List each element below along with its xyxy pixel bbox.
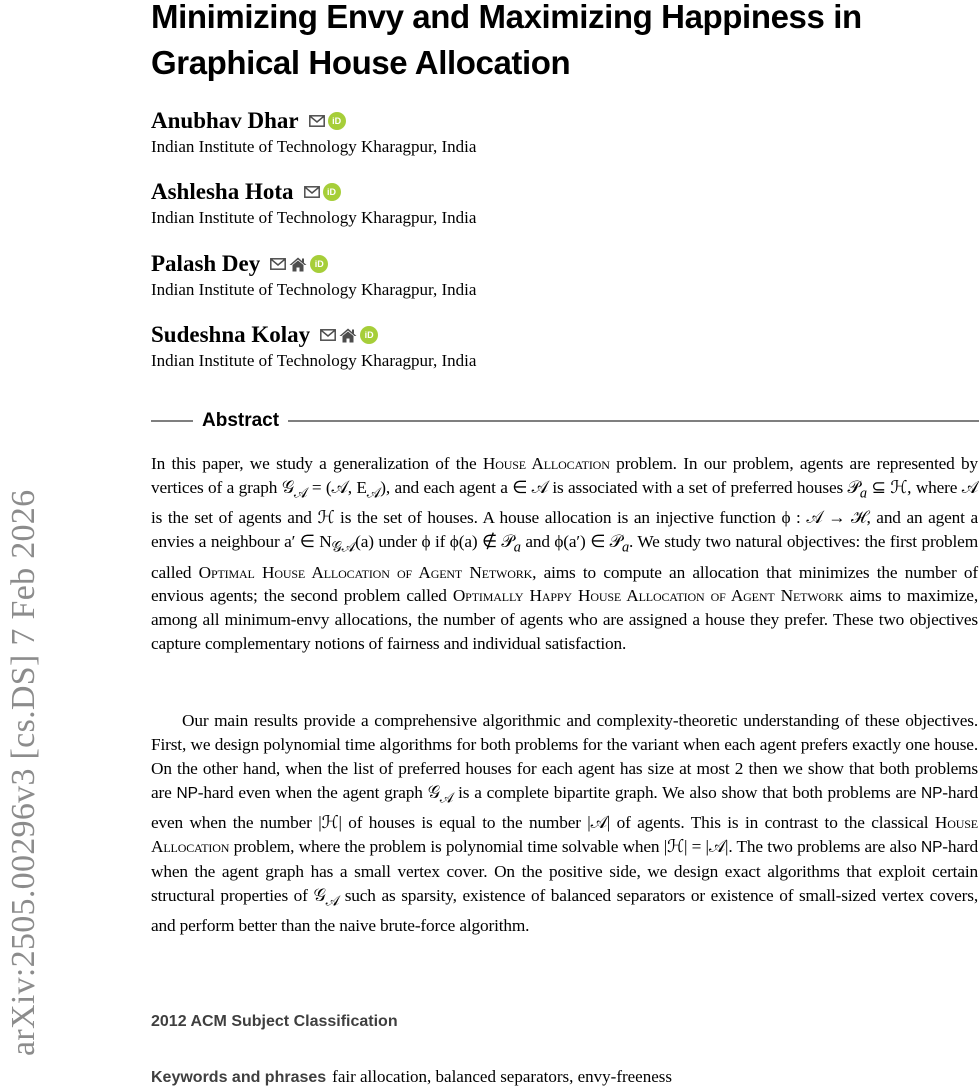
text: ⊆ ℋ, where 𝒜 is the set of agents and ℋ is the set of houses. A house allocation is an injective function ϕ : 𝒜 → ℋ, and an agent a envies a neighbour a′ ∈ N xyxy=(151,477,978,552)
text: problem. In our problem, agents are represented by vertices of a graph 𝒢 xyxy=(151,454,979,497)
math-subscript: 𝒜 xyxy=(293,485,308,502)
author-name: Anubhav Dhar xyxy=(151,108,299,133)
author-affiliation: Indian Institute of Technology Kharagpur, India xyxy=(151,351,477,370)
author-affiliation: Indian Institute of Technology Kharagpur, India xyxy=(151,208,477,227)
author-affiliation: Indian Institute of Technology Kharagpur, India xyxy=(151,280,477,299)
text: ), and each agent a ∈ 𝒜 is associated with a set of preferred houses 𝒫 xyxy=(380,477,860,497)
text: such as sparsity, existence of balanced separators or existence of small-sized vertex covers, and perform better than the naive brute-force algorithm. xyxy=(151,885,978,936)
author-affiliation: Indian Institute of Technology Kharagpur, India xyxy=(151,137,477,156)
abstract-heading-label: Abstract xyxy=(202,410,280,431)
math-subscript: a xyxy=(513,539,521,556)
orcid-icon[interactable]: iD xyxy=(328,112,346,130)
author-name: Sudeshna Kolay xyxy=(151,322,311,347)
complexity-class: NP xyxy=(921,838,943,856)
text: problem, where the problem is polynomial time solvable when |ℋ| = |𝒜|. The two problems are also xyxy=(229,836,922,856)
problem-name: Optimally Happy House Allocation of Agent Network xyxy=(452,586,844,606)
author-block xyxy=(151,179,476,229)
math-subscript: 𝒜 xyxy=(366,485,381,502)
complexity-class: NP xyxy=(921,784,943,802)
arxiv-identifier-stamp: arXiv:2505.00296v3 [cs.DS] 7 Feb 2026 xyxy=(5,489,42,1056)
keywords-label: Keywords and phrases xyxy=(151,1069,327,1086)
math-subscript: 𝒜 xyxy=(325,893,340,910)
abstract-heading xyxy=(151,409,979,433)
author-block xyxy=(151,108,476,158)
text: -hard when the agent graph has a small vertex cover. On the positive side, we design exact algorithms that exploit certain structural properties of 𝒢 xyxy=(151,836,978,905)
math-subscript: a xyxy=(621,539,629,556)
text: In this paper, we study a generalization of the xyxy=(151,454,483,473)
mail-icon[interactable] xyxy=(270,258,286,270)
text: . We study two natural objectives: the first problem called xyxy=(151,532,978,582)
author-block xyxy=(151,322,476,372)
acm-classification-label: 2012 ACM Subject Classification xyxy=(151,1013,398,1030)
abstract-paragraph-2 xyxy=(151,709,978,938)
problem-name: House Allocation xyxy=(482,454,610,473)
author-block xyxy=(151,251,476,301)
keywords xyxy=(151,1067,672,1087)
text: = (𝒜, E xyxy=(307,477,367,497)
text: -hard even when the number |ℋ| of houses is equal to the number |𝒜| of agents. This is in contrast to the classical xyxy=(151,782,978,833)
orcid-icon[interactable]: iD xyxy=(360,326,378,344)
home-icon[interactable] xyxy=(289,257,307,272)
abstract-paragraph-1 xyxy=(151,452,978,656)
mail-icon[interactable] xyxy=(309,115,325,127)
math-subscript: 𝒢𝒜 xyxy=(331,539,356,556)
problem-name: House Allocation xyxy=(151,813,978,856)
text: is a complete bipartite graph. We also show that both problems are xyxy=(453,782,922,802)
math-subscript: 𝒜 xyxy=(439,790,454,807)
divider xyxy=(151,420,193,422)
text: and ϕ(a′) ∈ 𝒫 xyxy=(520,532,622,552)
text: -hard even when the agent graph 𝒢 xyxy=(197,782,440,802)
divider xyxy=(288,420,979,422)
mail-icon[interactable] xyxy=(304,186,320,198)
complexity-class: NP xyxy=(176,784,198,802)
text: , aims to compute an allocation that minimizes the number of envious agents; the second problem called xyxy=(151,562,978,606)
text: (a) under ϕ if ϕ(a) ∉ 𝒫 xyxy=(355,532,514,552)
paper-title: Minimizing Envy and Maximizing Happiness in Graphical House Allocation xyxy=(151,0,862,81)
math-subscript: a xyxy=(859,485,867,502)
author-name: Ashlesha Hota xyxy=(151,179,294,204)
problem-name: Optimal House Allocation of Agent Network xyxy=(198,562,533,582)
text: aims to maximize, among all minimum-envy allocations, the number of agents who are assigned a house they prefer. These two objectives capture complementary notions of fairness and individual satisfaction. xyxy=(151,586,978,654)
keywords-value: fair allocation, balanced separators, envy-freeness xyxy=(332,1067,673,1086)
orcid-icon[interactable]: iD xyxy=(310,255,328,273)
text: Our main results provide a comprehensive algorithmic and complexity-theoretic understanding of these objectives. First, we design polynomial time algorithms for both problems for the variant when each agent prefers exactly one house. On the other hand, when the list of preferred houses for each agent has size at most 2 then we show that both problems are xyxy=(151,711,978,802)
home-icon[interactable] xyxy=(339,328,357,343)
author-name: Palash Dey xyxy=(151,251,261,276)
mail-icon[interactable] xyxy=(320,329,336,341)
orcid-icon[interactable]: iD xyxy=(323,183,341,201)
